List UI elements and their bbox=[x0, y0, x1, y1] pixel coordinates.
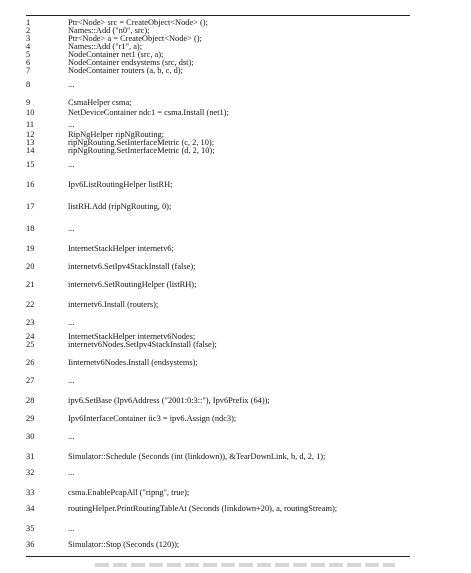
bottom-rule bbox=[26, 556, 410, 557]
code-text: ... bbox=[68, 224, 75, 233]
line-number: 13 bbox=[26, 138, 35, 147]
line-number: 19 bbox=[26, 244, 35, 253]
code-text: Ipv6InterfaceContainer iic3 = ipv6.Assign (ndc3); bbox=[68, 414, 237, 423]
line-number: 35 bbox=[26, 524, 35, 533]
line-number: 27 bbox=[26, 376, 35, 385]
code-text: CsmaHelper csma; bbox=[68, 98, 132, 107]
line-number: 12 bbox=[26, 130, 35, 139]
line-number: 7 bbox=[26, 66, 31, 75]
line-number: 8 bbox=[26, 80, 31, 89]
code-text: routingHelper.PrintRoutingTableAt (Seconds (linkdown+20), a, routingStream); bbox=[68, 504, 338, 513]
line-number: 9 bbox=[26, 98, 31, 107]
code-text: Ptr<Node> src = CreateObject<Node> (); bbox=[68, 18, 208, 27]
line-number: 15 bbox=[26, 160, 35, 169]
code-text: ... bbox=[68, 120, 75, 129]
line-number: 6 bbox=[26, 58, 31, 67]
code-text: InternetStackHelper internetv6; bbox=[68, 244, 174, 253]
line-number: 4 bbox=[26, 42, 31, 51]
code-text: internetv6Nodes.SetIpv4StackInstall (false); bbox=[68, 340, 217, 349]
code-text: internetv6.Install (routers); bbox=[68, 300, 159, 309]
line-number: 17 bbox=[26, 202, 35, 211]
code-text: ripNgRouting.SetInterfaceMetric (c, 2, 10); bbox=[68, 138, 215, 147]
code-text: ... bbox=[68, 376, 75, 385]
code-text: ... bbox=[68, 318, 75, 327]
line-number: 32 bbox=[26, 468, 35, 477]
code-text: internetv6.SetIpv4StackInstall (false); bbox=[68, 262, 196, 271]
top-rule bbox=[26, 15, 410, 16]
code-text: NetDeviceContainer ndc1 = csma.Install (net1); bbox=[68, 108, 229, 117]
line-number: 34 bbox=[26, 504, 35, 513]
code-text: Iinternetv6Nodes.Install (endsystems); bbox=[68, 358, 198, 367]
line-number: 14 bbox=[26, 146, 35, 155]
line-number: 21 bbox=[26, 280, 35, 289]
line-number: 5 bbox=[26, 50, 31, 59]
line-number: 26 bbox=[26, 358, 35, 367]
code-text: ... bbox=[68, 160, 75, 169]
code-text: ... bbox=[68, 80, 75, 89]
code-text: NodeContainer net1 (src, a); bbox=[68, 50, 164, 59]
line-number: 16 bbox=[26, 180, 35, 189]
code-text: Names::Add ("r1", a); bbox=[68, 42, 143, 51]
faded-caption bbox=[95, 563, 395, 567]
code-text: ... bbox=[68, 468, 75, 477]
code-text: ipv6.SetBase (Ipv6Address ("2001:0:3::"), Ipv6Prefix (64)); bbox=[68, 396, 270, 405]
code-text: Simulator::Stop (Seconds (120)); bbox=[68, 540, 180, 549]
code-text: internetv6.SetRoutingHelper (listRH); bbox=[68, 280, 197, 289]
line-number: 3 bbox=[26, 34, 31, 43]
code-text: RipNgHelper ripNgRouting; bbox=[68, 130, 165, 139]
line-number: 1 bbox=[26, 18, 31, 27]
line-number: 25 bbox=[26, 340, 35, 349]
line-number: 22 bbox=[26, 300, 35, 309]
line-number: 30 bbox=[26, 432, 35, 441]
line-number: 28 bbox=[26, 396, 35, 405]
line-number: 23 bbox=[26, 318, 35, 327]
code-text: NodeContainer routers (a, b, c, d); bbox=[68, 66, 183, 75]
code-text: Ipv6ListRoutingHelper listRH; bbox=[68, 180, 173, 189]
code-text: Simulator::Schedule (Seconds (int (linkdown)), &TearDownLink, b, d, 2, 1); bbox=[68, 452, 326, 461]
code-text: csma.EnablePcapAll ("ripng", true); bbox=[68, 488, 190, 497]
line-number: 18 bbox=[26, 224, 35, 233]
line-number: 33 bbox=[26, 488, 35, 497]
line-number: 11 bbox=[26, 120, 35, 129]
code-text: InternetStackHelper internetv6Nodes; bbox=[68, 332, 196, 341]
code-text: Names::Add ("n0", src); bbox=[68, 26, 150, 35]
code-text: ripNgRouting.SetInterfaceMetric (d, 2, 10); bbox=[68, 146, 215, 155]
code-text: NodeContainer endsystems (src, dst); bbox=[68, 58, 194, 67]
code-text: ... bbox=[68, 524, 75, 533]
line-number: 36 bbox=[26, 540, 35, 549]
code-text: listRH.Add (ripNgRouting, 0); bbox=[68, 202, 172, 211]
code-text: Ptr<Node> a = CreateObject<Node> (); bbox=[68, 34, 202, 43]
line-number: 29 bbox=[26, 414, 35, 423]
line-number: 2 bbox=[26, 26, 31, 35]
line-number: 24 bbox=[26, 332, 35, 341]
line-number: 31 bbox=[26, 452, 35, 461]
code-text: ... bbox=[68, 432, 75, 441]
line-number: 10 bbox=[26, 108, 35, 117]
line-number: 20 bbox=[26, 262, 35, 271]
